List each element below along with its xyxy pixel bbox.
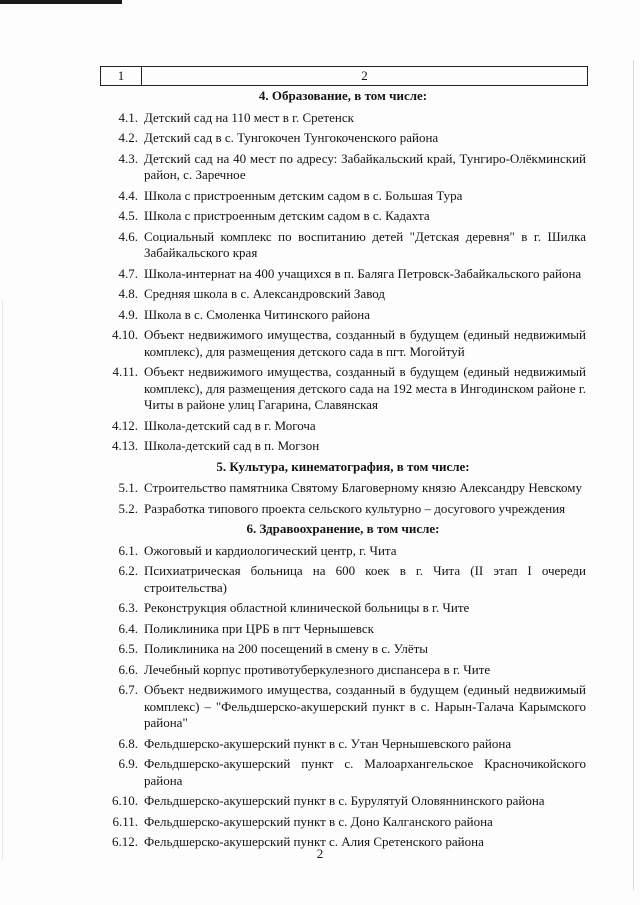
list-item bbox=[100, 641, 586, 658]
list-item bbox=[100, 563, 586, 596]
list-item bbox=[100, 543, 586, 560]
item-number: 4.8. bbox=[118, 286, 138, 301]
list-item bbox=[100, 814, 586, 831]
item-text: Социальный комплекс по воспитанию детей "Детская деревня" в г. Шилка Забайкальского края bbox=[144, 228, 586, 260]
list-item bbox=[100, 418, 586, 435]
list-item bbox=[100, 438, 586, 455]
list-item bbox=[100, 208, 586, 225]
scan-artifact-bar bbox=[0, 0, 122, 4]
item-text: Фельдшерско-акушерский пункт в с. Утан Чернышевского района bbox=[144, 735, 512, 751]
item-number: 6.4. bbox=[118, 620, 138, 636]
list-item bbox=[100, 662, 586, 679]
item-text: Школа-детский сад в г. Могоча bbox=[144, 417, 316, 433]
item-text: Поликлиника при ЦРБ в пгт Чернышевск bbox=[144, 620, 374, 636]
item-number: 6.8. bbox=[118, 735, 138, 751]
list-item bbox=[100, 266, 586, 283]
scan-edge-line bbox=[633, 60, 634, 890]
list-item bbox=[100, 286, 586, 303]
item-number: 6.5. bbox=[118, 641, 138, 656]
item-text: Школа в с. Смоленка Читинского района bbox=[144, 306, 370, 322]
item-text: Фельдшерско-акушерский пункт в с. Бурулятуй Оловяннинского района bbox=[144, 793, 545, 808]
list-item bbox=[100, 229, 586, 262]
item-number: 4.13. bbox=[112, 438, 138, 453]
item-text: Лечебный корпус противотуберкулезного диспансера в г. Чите bbox=[144, 661, 491, 677]
item-number: 4.3. bbox=[118, 150, 138, 166]
item-text: Детский сад в с. Тунгокочен Тунгокоченского района bbox=[144, 130, 439, 145]
list-item bbox=[100, 307, 586, 324]
item-number: 6.6. bbox=[118, 661, 138, 677]
section-title: 6. Здравоохранение, в том числе: bbox=[246, 521, 440, 536]
item-text: Фельдшерско-акушерский пункт с. Алия Сретенского района bbox=[144, 834, 484, 849]
item-number: 4.10. bbox=[112, 327, 138, 342]
item-text: Психиатрическая больница на 600 коек в г. Чита (II этап I очереди строительства) bbox=[144, 563, 586, 595]
item-number: 5.2. bbox=[118, 500, 138, 516]
list-item bbox=[100, 364, 586, 414]
item-number: 4.2. bbox=[118, 130, 138, 145]
item-text: Объект недвижимого имущества, созданный в будущем (единый недвижимый комплекс), для размещения детского сада на 192 места в Ингодинском районе г. Читы в районе улиц Гагарина, Славянская bbox=[144, 364, 586, 412]
item-text: Детский сад на 110 мест в г. Сретенск bbox=[144, 109, 354, 125]
item-text: Фельдшерско-акушерский пункт в с. Доно Калганского района bbox=[144, 813, 493, 829]
item-number: 4.4. bbox=[118, 187, 138, 203]
item-number: 4.7. bbox=[118, 265, 138, 281]
item-number: 6.3. bbox=[118, 600, 138, 615]
list-item bbox=[100, 736, 586, 753]
item-number: 5.1. bbox=[118, 480, 138, 495]
list-item bbox=[100, 793, 586, 810]
column-number-1: 1 bbox=[101, 67, 142, 85]
item-text: Объект недвижимого имущества, созданный в будущем (единый недвижимый комплекс), для размещения детского сада в пгт. Могойтуй bbox=[144, 327, 586, 359]
list-item bbox=[100, 621, 586, 638]
list-item bbox=[100, 188, 586, 205]
list-item bbox=[100, 756, 586, 789]
item-number: 4.1. bbox=[118, 109, 138, 125]
item-number: 6.10. bbox=[112, 793, 138, 808]
item-text: Школа с пристроенным детским садом в с. Кадахта bbox=[144, 208, 430, 223]
item-number: 6.7. bbox=[118, 682, 138, 697]
table-column-header bbox=[100, 66, 588, 86]
document-body bbox=[100, 88, 586, 855]
page-number: 2 bbox=[316, 846, 324, 861]
section-title: 4. Образование, в том числе: bbox=[258, 88, 428, 103]
item-text: Фельдшерско-акушерский пункт с. Малоархангельское Красночикойского района bbox=[144, 756, 586, 788]
item-text: Детский сад на 40 мест по адресу: Забайкальский край, Тунгиро-Олёкминский район, с. Заречное bbox=[144, 150, 586, 182]
list-item bbox=[100, 501, 586, 518]
item-text: Объект недвижимого имущества, созданный в будущем (единый недвижимый комплекс) – "Фельдшерско-акушерский пункт в с. Нарын-Талача Карымского района" bbox=[144, 682, 586, 730]
list-item bbox=[100, 682, 586, 732]
item-number: 4.6. bbox=[118, 228, 138, 244]
item-text: Разработка типового проекта сельского культурно – досугового учреждения bbox=[144, 500, 566, 516]
list-item bbox=[100, 151, 586, 184]
item-text: Ожоговый и кардиологический центр, г. Чита bbox=[144, 542, 397, 558]
list-item bbox=[100, 110, 586, 127]
list-item bbox=[100, 327, 586, 360]
list-item bbox=[100, 480, 586, 497]
scan-edge-line-left bbox=[2, 300, 3, 860]
item-text: Школа-интернат на 400 учащихся в п. Балягa Петровск-Забайкальского района bbox=[144, 265, 582, 281]
item-number: 6.11. bbox=[112, 813, 138, 829]
item-text: Строительство памятника Святому Благоверному князю Александру Невскому bbox=[144, 480, 582, 495]
item-text: Средняя школа в с. Александровский Завод bbox=[144, 286, 386, 301]
item-number: 4.11. bbox=[112, 364, 138, 379]
item-number: 6.1. bbox=[118, 542, 138, 558]
list-item bbox=[100, 600, 586, 617]
column-number-2: 2 bbox=[361, 68, 368, 83]
item-number: 4.9. bbox=[118, 306, 138, 322]
item-text: Школа с пристроенным детским садом в с. Большая Тура bbox=[144, 187, 463, 203]
list-item bbox=[100, 130, 586, 147]
item-number: 6.9. bbox=[118, 756, 138, 771]
item-number: 6.12. bbox=[112, 834, 138, 849]
item-text: Реконструкция областной клинической больницы в г. Чите bbox=[144, 600, 470, 615]
item-text: Поликлиника на 200 посещений в смену в с. Улёты bbox=[144, 641, 429, 656]
item-text: Школа-детский сад в п. Могзон bbox=[144, 438, 320, 453]
item-number: 6.2. bbox=[118, 563, 138, 578]
item-number: 4.5. bbox=[118, 208, 138, 223]
item-number: 4.12. bbox=[112, 417, 138, 433]
section-title: 5. Культура, кинематография, в том числе: bbox=[216, 458, 470, 474]
